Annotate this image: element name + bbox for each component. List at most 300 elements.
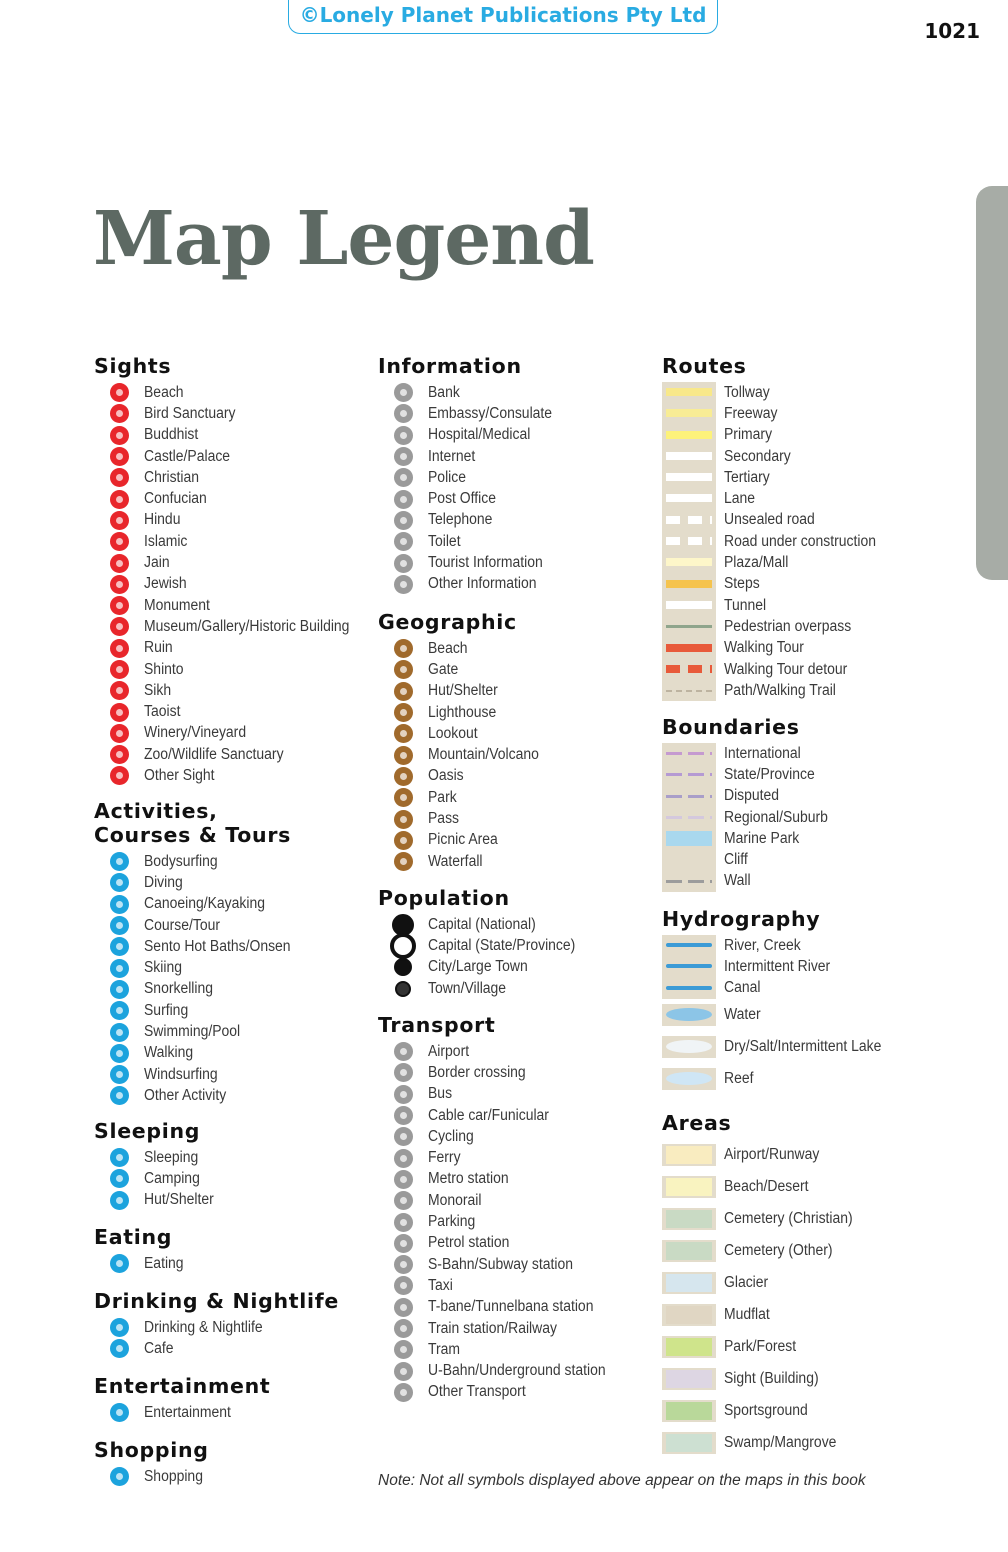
legend-symbol-icon: [110, 937, 129, 956]
legend-item: [94, 1402, 364, 1423]
legend-item-label: Cable car/Funicular: [428, 1106, 549, 1124]
legend-item-label: Capital (National): [428, 915, 536, 933]
legend-item-label: Airport: [428, 1042, 470, 1060]
legend-section: [94, 799, 364, 1107]
legend-item: [662, 1031, 962, 1063]
legend-item-label: Oasis: [428, 767, 464, 785]
legend-symbol-icon: [110, 681, 129, 700]
legend-item: [378, 510, 648, 531]
legend-item: [94, 659, 364, 680]
legend-item-label: Winery/Vineyard: [144, 724, 247, 742]
legend-section: [662, 907, 962, 1095]
legend-item: [94, 936, 364, 957]
legend-symbol-icon: [110, 617, 129, 636]
legend-item: [94, 382, 364, 403]
legend-list: [662, 382, 962, 701]
legend-section: [94, 354, 364, 787]
legend-note: Note: Not all symbols displayed above appear on the maps in this book: [378, 1472, 866, 1489]
legend-item-label: Taxi: [428, 1276, 453, 1294]
legend-item-label: Path/Walking Trail: [724, 681, 836, 699]
legend-item-label: Islamic: [144, 532, 188, 550]
legend-item-label: Town/Village: [428, 979, 507, 997]
legend-symbol-icon: [394, 1170, 413, 1189]
legend-item-label: Pass: [428, 810, 460, 828]
legend-symbol-icon: [110, 383, 129, 402]
legend-symbol-icon: [110, 724, 129, 743]
legend-symbol-icon: [110, 532, 129, 551]
legend-item: [94, 574, 364, 595]
legend-symbol-icon: [110, 554, 129, 573]
legend-item-label: Canal: [724, 979, 761, 997]
legend-item: [378, 574, 648, 595]
legend-swatch-icon: [662, 574, 716, 595]
legend-item: [662, 935, 962, 956]
legend-item-label: Snorkelling: [144, 980, 214, 998]
legend-symbol-icon: [394, 447, 413, 466]
legend-item-label: Bird Sanctuary: [144, 404, 236, 422]
legend-item: [94, 915, 364, 936]
legend-item-label: Cafe: [144, 1339, 174, 1357]
legend-swatch-icon: [662, 659, 716, 680]
legend-swatch-icon: [662, 786, 716, 807]
legend-item: [94, 1168, 364, 1189]
legend-item-label: Cliff: [724, 851, 748, 869]
legend-item: [94, 616, 364, 637]
legend-item: [378, 1126, 648, 1147]
legend-symbol-icon: [110, 1318, 129, 1337]
legend-symbol-icon: [110, 1023, 129, 1042]
legend-list: [378, 914, 648, 999]
legend-item: [662, 871, 962, 892]
legend-item-label: Telephone: [428, 511, 493, 529]
legend-symbol-icon: [394, 1383, 413, 1402]
legend-item: [378, 1105, 648, 1126]
legend-item-label: Border crossing: [428, 1063, 526, 1081]
legend-symbol-icon: [394, 511, 413, 530]
legend-item-label: Tourist Information: [428, 554, 543, 572]
legend-item: [94, 1021, 364, 1042]
legend-list: [94, 382, 364, 787]
legend-item-label: Tertiary: [724, 468, 770, 486]
legend-item-label: Walking Tour detour: [724, 660, 848, 678]
legend-item: [662, 446, 962, 467]
legend-swatch-icon: [662, 382, 716, 403]
legend-symbol-icon: [394, 554, 413, 573]
legend-item: [94, 531, 364, 552]
legend-item-label: Regional/Suburb: [724, 808, 828, 826]
legend-item: [662, 978, 962, 999]
legend-symbol-icon: [394, 1319, 413, 1338]
legend-item-label: Unsealed road: [724, 511, 815, 529]
legend-item-label: Parking: [428, 1213, 476, 1231]
legend-item-label: Reef: [724, 1069, 754, 1087]
legend-item-label: Sight (Building): [724, 1370, 819, 1387]
legend-item-label: Castle/Palace: [144, 447, 231, 465]
legend-swatch-icon: [662, 680, 716, 701]
legend-item-label: Tunnel: [724, 596, 767, 614]
legend-swatch-icon: [662, 510, 716, 531]
legend-item-label: International: [724, 744, 801, 762]
legend-item-label: U-Bahn/Underground station: [428, 1362, 606, 1380]
legend-swatch-icon: [662, 871, 716, 892]
legend-list: [662, 935, 962, 1095]
legend-item: [378, 851, 648, 872]
legend-symbol-icon: [394, 1127, 413, 1146]
legend-item-label: Camping: [144, 1169, 200, 1187]
section-title: Hydrography: [662, 907, 821, 931]
legend-item: [378, 1041, 648, 1062]
legend-swatch-icon: [662, 403, 716, 424]
legend-item: [662, 1331, 962, 1363]
legend-item-label: Internet: [428, 447, 476, 465]
legend-item-label: Taoist: [144, 703, 181, 721]
legend-item: [94, 446, 364, 467]
legend-item-label: Post Office: [428, 490, 496, 508]
legend-item: [662, 786, 962, 807]
legend-symbol-icon: [394, 404, 413, 423]
legend-list: [378, 638, 648, 872]
legend-item-label: Primary: [724, 426, 773, 444]
legend-item: [378, 766, 648, 787]
legend-item-label: Dry/Salt/Intermittent Lake: [724, 1037, 882, 1055]
legend-item: [378, 659, 648, 680]
legend-symbol-icon: [110, 766, 129, 785]
legend-symbol-icon: [110, 959, 129, 978]
legend-item: [662, 1063, 962, 1095]
legend-item-label: Other Information: [428, 575, 537, 593]
legend-item: [378, 1297, 648, 1318]
section-title: Routes: [662, 354, 747, 378]
legend-item: [662, 764, 962, 785]
legend-swatch-icon: [662, 1400, 716, 1421]
section-title: Population: [378, 886, 510, 910]
legend-section: [94, 1289, 364, 1360]
legend-item: [378, 787, 648, 808]
legend-item: [662, 488, 962, 509]
legend-item: [378, 1318, 648, 1339]
section-title: Eating: [94, 1225, 173, 1249]
legend-item-label: Walking: [144, 1044, 194, 1062]
legend-item: [662, 807, 962, 828]
legend-item: [662, 999, 962, 1031]
legend-item-label: Zoo/Wildlife Sanctuary: [144, 745, 284, 763]
legend-swatch-icon: [662, 849, 716, 870]
legend-symbol-icon: [110, 1191, 129, 1210]
legend-symbol-icon: [394, 426, 413, 445]
legend-item: [378, 446, 648, 467]
legend-item-label: Sento Hot Baths/Onsen: [144, 937, 291, 955]
legend-swatch-icon: [662, 1272, 716, 1293]
legend-swatch-icon: [662, 1068, 716, 1089]
legend-symbol-icon: [394, 682, 413, 701]
legend-item: [378, 702, 648, 723]
legend-symbol-icon: [394, 639, 413, 658]
legend-swatch-icon: [662, 956, 716, 977]
legend-symbol-icon: [394, 1362, 413, 1381]
legend-symbol-icon: [110, 1148, 129, 1167]
legend-item: [378, 957, 648, 978]
legend-item: [662, 1299, 962, 1331]
legend-item-label: Beach/Desert: [724, 1178, 809, 1195]
legend-item: [94, 1190, 364, 1211]
legend-section: [378, 1013, 648, 1403]
legend-item: [662, 1267, 962, 1299]
legend-item: [662, 382, 962, 403]
legend-item: [662, 1235, 962, 1267]
legend-item-label: Gate: [428, 660, 459, 678]
legend-item: [94, 1317, 364, 1338]
legend-item: [94, 723, 364, 744]
legend-symbol-icon: [110, 511, 129, 530]
legend-item: [378, 1211, 648, 1232]
legend-item-label: S-Bahn/Subway station: [428, 1255, 574, 1273]
legend-item: [94, 638, 364, 659]
page-title: Map Legend: [93, 196, 594, 282]
legend-item-label: Park: [428, 788, 457, 806]
legend-swatch-icon: [662, 935, 716, 956]
legend-item: [378, 382, 648, 403]
legend-item: [662, 574, 962, 595]
side-thumb-tab[interactable]: [976, 186, 1008, 580]
legend-list: [94, 1466, 364, 1487]
legend-item: [378, 744, 648, 765]
section-title: Boundaries: [662, 715, 800, 739]
legend-symbol-icon: [394, 1213, 413, 1232]
legend-item-label: Other Sight: [144, 766, 215, 784]
legend-item-label: Toilet: [428, 532, 461, 550]
legend-item: [94, 403, 364, 424]
legend-list: [378, 382, 648, 595]
legend-item-label: Road under construction: [724, 532, 877, 550]
legend-item-label: Other Activity: [144, 1086, 227, 1104]
legend-item: [378, 1233, 648, 1254]
legend-symbol-icon: [110, 1467, 129, 1486]
legend-item: [94, 894, 364, 915]
legend-item: [662, 680, 962, 701]
legend-symbol-icon: [394, 1340, 413, 1359]
legend-item: [94, 425, 364, 446]
legend-swatch-icon: [662, 764, 716, 785]
legend-symbol-icon: [110, 1339, 129, 1358]
legend-symbol-icon: [394, 468, 413, 487]
legend-swatch-icon: [662, 807, 716, 828]
legend-symbol-icon: [110, 980, 129, 999]
legend-section: [94, 1374, 364, 1423]
legend-item: [378, 1254, 648, 1275]
legend-item: [378, 1084, 648, 1105]
legend-item-label: Metro station: [428, 1170, 509, 1188]
legend-item-label: Windsurfing: [144, 1065, 218, 1083]
legend-item: [378, 1169, 648, 1190]
legend-item: [378, 531, 648, 552]
legend-symbol-icon: [110, 745, 129, 764]
population-marker-icon: [395, 981, 411, 997]
legend-item: [94, 851, 364, 872]
legend-item: [662, 659, 962, 680]
legend-item-label: State/Province: [724, 765, 815, 783]
legend-item-label: Wall: [724, 872, 751, 890]
legend-item: [662, 425, 962, 446]
legend-item-label: City/Large Town: [428, 958, 528, 976]
legend-section: [662, 715, 962, 892]
legend-symbol-icon: [110, 447, 129, 466]
legend-symbol-icon: [110, 916, 129, 935]
legend-item-label: Cemetery (Other): [724, 1242, 833, 1259]
legend-item-label: Skiing: [144, 959, 182, 977]
legend-item-label: Mountain/Volcano: [428, 746, 539, 764]
legend-swatch-icon: [662, 978, 716, 999]
legend-symbol-icon: [110, 575, 129, 594]
legend-item-label: Waterfall: [428, 852, 483, 870]
legend-list: [94, 1317, 364, 1360]
legend-list: [662, 1139, 962, 1459]
legend-section: [378, 354, 648, 595]
legend-section: [378, 886, 648, 999]
legend-item: [662, 849, 962, 870]
legend-symbol-icon: [394, 852, 413, 871]
legend-item-label: Beach: [144, 383, 184, 401]
legend-item-label: Jain: [144, 554, 170, 572]
legend-symbol-icon: [110, 468, 129, 487]
population-marker-icon: [390, 933, 416, 959]
legend-symbol-icon: [394, 1276, 413, 1295]
legend-item-label: Canoeing/Kayaking: [144, 895, 265, 913]
legend-item-label: Jewish: [144, 575, 187, 593]
legend-item: [662, 595, 962, 616]
legend-item: [94, 744, 364, 765]
legend-swatch-icon: [662, 1304, 716, 1325]
legend-symbol-icon: [394, 532, 413, 551]
legend-item: [94, 1253, 364, 1274]
legend-symbol-icon: [394, 810, 413, 829]
legend-item: [378, 425, 648, 446]
legend-item-label: Picnic Area: [428, 831, 498, 849]
legend-item-label: Museum/Gallery/Historic Building: [144, 617, 350, 635]
legend-item-label: Christian: [144, 468, 200, 486]
legend-swatch-icon: [662, 531, 716, 552]
section-title: Sleeping: [94, 1119, 201, 1143]
legend-item: [662, 956, 962, 977]
legend-symbol-icon: [394, 383, 413, 402]
population-marker-icon: [394, 958, 412, 976]
legend-list: [378, 1041, 648, 1403]
legend-symbol-icon: [394, 490, 413, 509]
legend-item: [378, 1275, 648, 1296]
section-title: Activities, Courses & Tours: [94, 799, 292, 847]
legend-symbol-icon: [110, 426, 129, 445]
legend-symbol-icon: [394, 1085, 413, 1104]
legend-list: [94, 1402, 364, 1423]
legend-swatch-icon: [662, 446, 716, 467]
section-title: Geographic: [378, 610, 517, 634]
legend-item-label: Petrol station: [428, 1234, 510, 1252]
legend-symbol-icon: [394, 660, 413, 679]
legend-item-label: Bank: [428, 383, 460, 401]
legend-symbol-icon: [394, 1106, 413, 1125]
legend-symbol-icon: [110, 1086, 129, 1105]
legend-item: [94, 1147, 364, 1168]
legend-item-label: Capital (State/Province): [428, 936, 576, 954]
legend-symbol-icon: [394, 746, 413, 765]
legend-item-label: Sikh: [144, 681, 172, 699]
legend-swatch-icon: [662, 1144, 716, 1165]
legend-swatch-icon: [662, 616, 716, 637]
legend-swatch-icon: [662, 1240, 716, 1261]
legend-item-label: Drinking & Nightlife: [144, 1318, 263, 1336]
legend-item: [662, 616, 962, 637]
legend-item: [94, 1085, 364, 1106]
legend-symbol-icon: [394, 767, 413, 786]
legend-item: [662, 828, 962, 849]
legend-item-label: Disputed: [724, 787, 780, 805]
legend-item-label: Intermittent River: [724, 957, 831, 975]
legend-item: [94, 488, 364, 509]
legend-swatch-icon: [662, 425, 716, 446]
legend-list: [94, 1253, 364, 1274]
legend-item-label: Freeway: [724, 404, 778, 422]
legend-item: [662, 1395, 962, 1427]
legend-item-label: Other Transport: [428, 1383, 526, 1401]
legend-symbol-icon: [394, 1255, 413, 1274]
legend-section: [94, 1438, 364, 1487]
legend-list: [662, 743, 962, 892]
legend-item: [378, 403, 648, 424]
legend-symbol-icon: [394, 575, 413, 594]
legend-item: [94, 595, 364, 616]
legend-item-label: Shinto: [144, 660, 184, 678]
legend-item: [378, 488, 648, 509]
legend-item-label: Bodysurfing: [144, 852, 218, 870]
legend-symbol-icon: [394, 1063, 413, 1082]
legend-item-label: Bus: [428, 1085, 453, 1103]
legend-item-label: Hospital/Medical: [428, 426, 531, 444]
legend-item: [662, 467, 962, 488]
legend-item: [94, 467, 364, 488]
legend-item-label: Pedestrian overpass: [724, 617, 852, 635]
legend-item: [662, 531, 962, 552]
legend-item: [662, 552, 962, 573]
legend-item: [378, 1339, 648, 1360]
legend-item: [662, 1171, 962, 1203]
legend-item: [94, 701, 364, 722]
legend-symbol-icon: [110, 895, 129, 914]
section-title: Entertainment: [94, 1374, 271, 1398]
legend-swatch-icon: [662, 1432, 716, 1453]
legend-item-label: Hindu: [144, 511, 181, 529]
legend-symbol-icon: [110, 596, 129, 615]
legend-item: [662, 510, 962, 531]
legend-item: [94, 1000, 364, 1021]
legend-item-label: Airport/Runway: [724, 1146, 820, 1163]
legend-symbol-icon: [394, 788, 413, 807]
legend-symbol-icon: [394, 1298, 413, 1317]
legend-item: [662, 1427, 962, 1459]
legend-item-label: Lane: [724, 490, 756, 508]
legend-item: [662, 1363, 962, 1395]
legend-item-label: Marine Park: [724, 829, 800, 847]
legend-section: [662, 354, 962, 701]
legend-list: [94, 1147, 364, 1211]
legend-swatch-icon: [662, 638, 716, 659]
legend-item: [378, 723, 648, 744]
section-title: Shopping: [94, 1438, 209, 1462]
legend-item-label: Park/Forest: [724, 1338, 797, 1355]
legend-item-label: Mudflat: [724, 1306, 770, 1323]
legend-item: [378, 552, 648, 573]
legend-item-label: Cycling: [428, 1127, 474, 1145]
legend-item: [94, 1043, 364, 1064]
legend-symbol-icon: [110, 1169, 129, 1188]
